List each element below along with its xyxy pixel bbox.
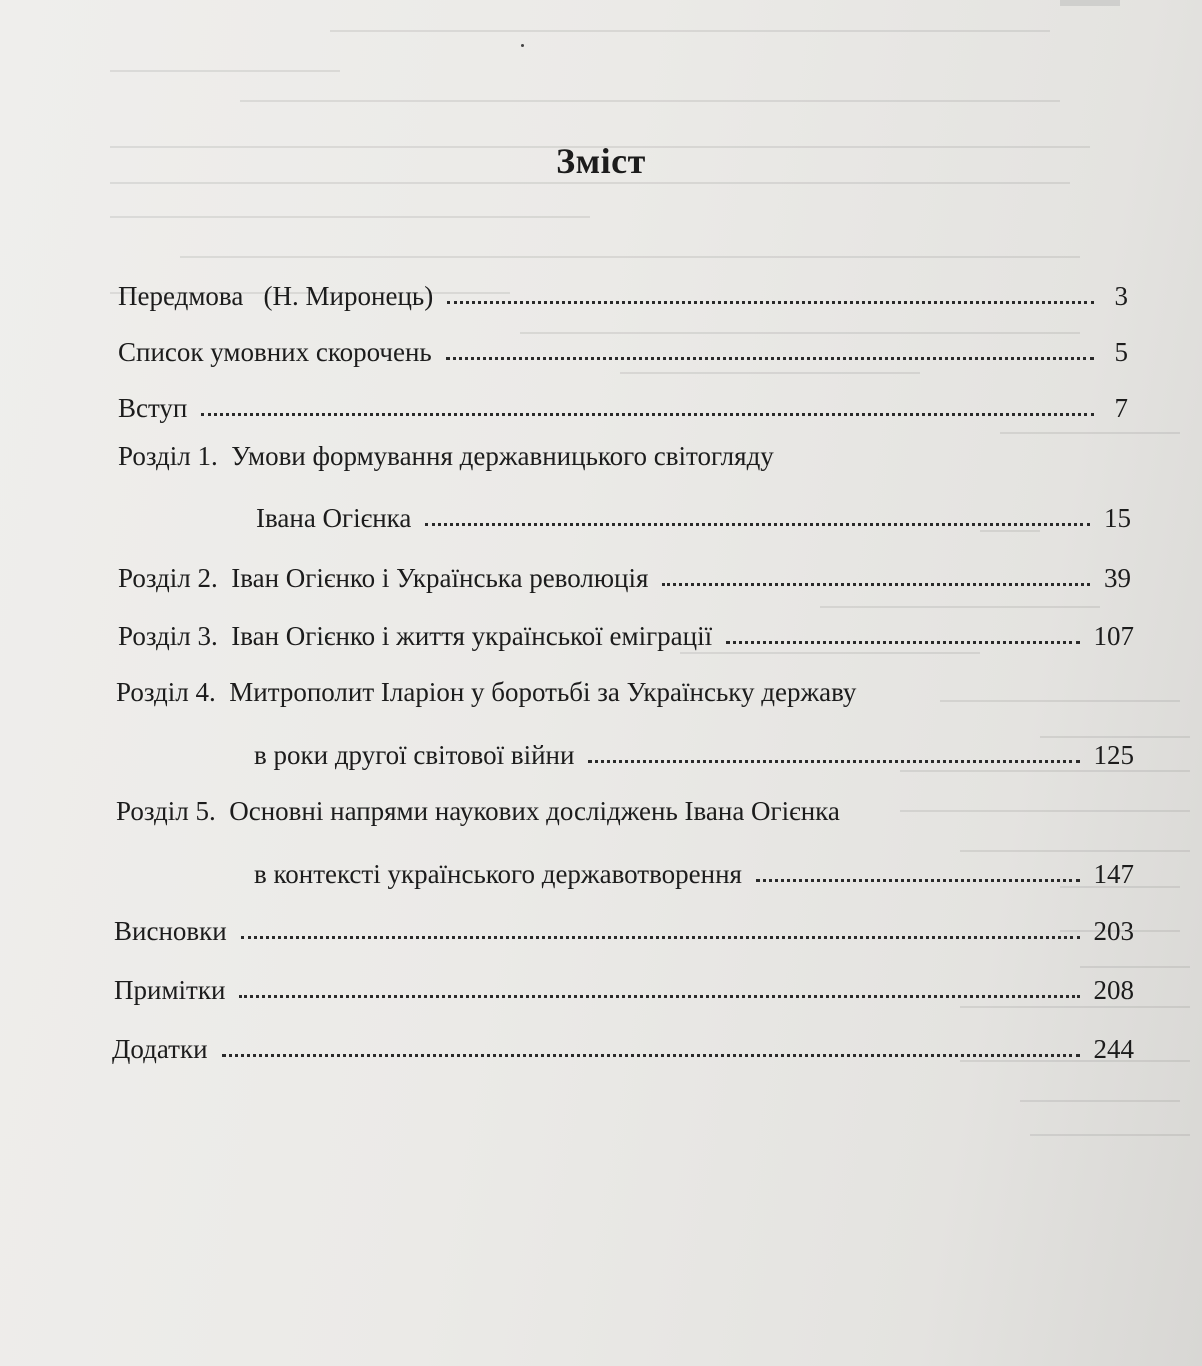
toc-entry [114,910,1134,946]
dot-leader [446,356,1094,360]
page-title: Зміст [556,141,646,181]
toc-entry-page: 15 [1104,503,1131,533]
toc-entry-label: Івана Огієнка [256,503,412,533]
toc-entry-page: 244 [1093,1034,1134,1064]
toc-entry [114,969,1134,1005]
dot-leader [726,640,1079,644]
dot-leader [241,935,1080,939]
toc-entry [118,387,1128,423]
toc-entry-label: Вступ [118,393,188,423]
dot-leader [588,759,1079,763]
toc-entry-label: Примітки [114,975,226,1005]
dot-leader [239,994,1079,998]
page-edge [1060,0,1120,6]
toc-entry-page: 5 [1114,337,1128,367]
toc-entry-label: Розділ 3. Іван Огієнко і життя української еміграції [118,621,713,651]
toc-entry-label: Висновки [114,916,227,946]
toc-entry-label: Передмова (Н. Миронець) [118,281,434,311]
toc-entry-page: 39 [1104,563,1131,593]
toc-entry [254,853,1134,889]
toc-entry [118,557,1131,593]
toc-entry-label: Додатки [112,1034,208,1064]
toc-entry-label: Список умовних скорочень [118,337,432,367]
toc-entry-page: 3 [1114,281,1128,311]
speck [521,44,524,47]
dot-leader [425,522,1090,526]
toc-entry-label: в роки другої світової війни [254,740,575,770]
toc-entry-page: 7 [1114,393,1128,423]
toc-entry-heading: Розділ 1. Умови формування державницького світогляду [118,441,774,471]
toc-entry [118,275,1128,311]
toc-entry-page: 208 [1093,975,1134,1005]
dot-leader [447,300,1094,304]
toc-entry-heading: Розділ 4. Митрополит Іларіон у боротьбі за Українську державу [116,677,857,707]
dot-leader [201,412,1094,416]
toc-entry-label: в контексті українського державотворення [254,859,742,889]
toc-entry-page: 203 [1093,916,1134,946]
toc-entry [254,734,1134,770]
toc-entry-page: 147 [1093,859,1134,889]
toc-entry-page: 107 [1093,621,1134,651]
dot-leader [222,1053,1080,1057]
toc-entry [256,497,1131,533]
toc-entry-heading: Розділ 5. Основні напрями наукових досліджень Івана Огієнка [116,796,840,826]
dot-leader [662,582,1090,586]
toc-entry-label: Розділ 2. Іван Огієнко і Українська революція [118,563,649,593]
dot-leader [756,878,1080,882]
toc-entry [112,1028,1134,1064]
toc-entry [118,615,1134,651]
toc-entry [118,331,1128,367]
toc-entry-page: 125 [1093,740,1134,770]
